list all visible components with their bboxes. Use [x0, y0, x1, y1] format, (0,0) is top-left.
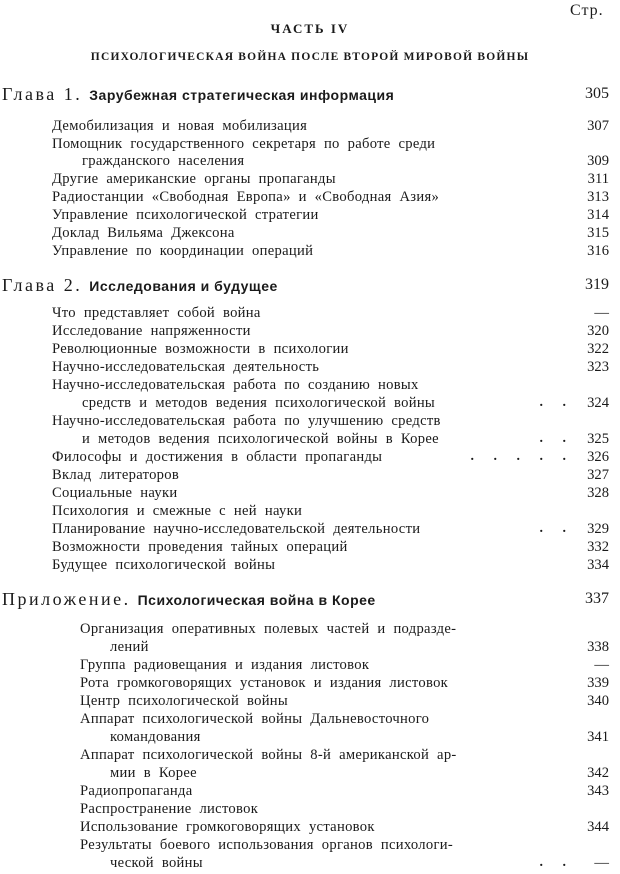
page-number: 332 [587, 539, 609, 555]
entry-text: Центр психологической войны [80, 693, 289, 709]
entry-text: средств и методов ведения психологической войны [82, 395, 436, 411]
toc-entry [0, 746, 620, 766]
toc-entry [0, 117, 620, 137]
page-number: 307 [587, 118, 609, 134]
entry-text: Использование громкоговорящих установок [80, 819, 375, 835]
entry-text: Революционные возможности в психологии [52, 341, 349, 357]
leader-dots: . . [539, 431, 574, 446]
page-number: 341 [587, 729, 609, 745]
chapter-number: Приложение. [2, 589, 138, 609]
toc-entry [0, 340, 620, 360]
entry-text: Результаты боевого использования органов психологи- [80, 837, 454, 853]
page-number: 340 [587, 693, 609, 709]
leader-dots: . . . . . [470, 449, 574, 464]
toc-entry [0, 818, 620, 838]
toc-entry [0, 484, 620, 504]
toc-entry [0, 836, 620, 856]
toc-entry [0, 376, 620, 396]
chapter-name: Исследования и будущее [89, 278, 278, 294]
entry-text: Другие американские органы пропаганды [52, 171, 336, 187]
toc-entry [0, 170, 620, 190]
toc-entry [0, 430, 620, 450]
entry-text: гражданского населения [82, 153, 245, 169]
toc-entry [0, 854, 620, 874]
page-number: 320 [587, 323, 609, 339]
entry-text: Доклад Вильяма Джексона [52, 225, 235, 241]
entry-text: Исследование напряженности [52, 323, 251, 339]
toc-entry [0, 538, 620, 558]
entry-text: Распространение листовок [80, 801, 259, 817]
toc-entry [0, 800, 620, 820]
toc-entry [0, 358, 620, 378]
entry-text: Аппарат психологической войны 8-й американской ар- [80, 747, 457, 763]
entry-text: Будущее психологической войны [52, 557, 276, 573]
entry-text: Аппарат психологической войны Дальневосточного [80, 711, 430, 727]
chapter-number: Глава 2. [2, 275, 90, 295]
toc-entry [0, 764, 620, 784]
entry-text: Что представляет собой война [52, 305, 261, 321]
entry-text: Радиопропаганда [80, 783, 193, 799]
page-number: 305 [585, 85, 609, 102]
chapter-number: Глава 1. [2, 84, 90, 104]
chapter-title [2, 84, 394, 106]
toc-entry [0, 782, 620, 802]
page-number: 313 [587, 189, 609, 205]
entry-text: Научно-исследовательская работа по созданию новых [52, 377, 419, 393]
page-number: 323 [587, 359, 609, 375]
entry-text: командования [110, 729, 201, 745]
toc-entry [0, 412, 620, 432]
page-number: 342 [587, 765, 609, 781]
entry-text: и методов ведения психологической войны в Корее [82, 431, 439, 447]
toc-entry [0, 322, 620, 342]
chapter-name: Психологическая война в Корее [137, 592, 376, 608]
toc-entry [0, 728, 620, 748]
page-number: 319 [585, 276, 609, 293]
page-number: 338 [587, 639, 609, 655]
entry-text: Помощник государственного секретаря по работе среди [52, 136, 436, 152]
chapter-title [2, 589, 376, 611]
page-number: 339 [587, 675, 609, 691]
entry-text: Психология и смежные с ней науки [52, 503, 303, 519]
part-subtitle: ПСИХОЛОГИЧЕСКАЯ ВОЙНА ПОСЛЕ ВТОРОЙ МИРОВОЙ ВОЙНЫ [90, 51, 530, 63]
page-number: 328 [587, 485, 609, 501]
entry-text: Вклад литераторов [52, 467, 180, 483]
entry-text: мии в Корее [110, 765, 197, 781]
page-number: 309 [587, 153, 609, 169]
chapter-title [2, 275, 278, 297]
toc-chapter-heading [0, 275, 620, 295]
toc-entry [0, 152, 620, 172]
toc-entry [0, 394, 620, 414]
page-number: — [594, 657, 609, 673]
toc-entry [0, 520, 620, 540]
page-number: 325 [587, 431, 609, 447]
entry-text: Планирование научно-исследовательской деятельности [52, 521, 421, 537]
page-number: 343 [587, 783, 609, 799]
toc-entry [0, 466, 620, 486]
entry-text: Радиостанции «Свободная Европа» и «Свободная Азия» [52, 189, 440, 205]
entry-text: Рота громкоговорящих установок и издания листовок [80, 675, 449, 691]
toc-entry [0, 556, 620, 576]
page-number: 326 [587, 449, 609, 465]
toc-entry [0, 674, 620, 694]
entry-text: Управление по координации операций [52, 243, 314, 259]
page-column-label: Стр. [570, 2, 604, 19]
toc-entry [0, 448, 620, 468]
entry-text: лений [110, 639, 149, 655]
toc-entry [0, 242, 620, 262]
toc-entry [0, 502, 620, 522]
toc-entry [0, 620, 620, 640]
page-number: 324 [587, 395, 609, 411]
page-number: 316 [587, 243, 609, 259]
entry-text: Философы и достижения в области пропаганды [52, 449, 383, 465]
toc-entry [0, 188, 620, 208]
entry-text: Социальные науки [52, 485, 178, 501]
entry-text: Научно-исследовательская деятельность [52, 359, 320, 375]
page-number: 322 [587, 341, 609, 357]
toc-entry [0, 224, 620, 244]
chapter-name: Зарубежная стратегическая информация [89, 87, 395, 103]
toc-entry [0, 710, 620, 730]
page-number: 334 [587, 557, 609, 573]
page-number: 327 [587, 467, 609, 483]
entry-text: Управление психологической стратегии [52, 207, 319, 223]
part-title: ЧАСТЬ IV [270, 21, 350, 36]
page-number: — [594, 305, 609, 321]
page-number: — [594, 855, 609, 871]
toc-entry [0, 656, 620, 676]
page-number: 329 [587, 521, 609, 537]
leader-dots: . . [539, 521, 574, 536]
entry-text: ческой войны [110, 855, 203, 871]
toc-entry [0, 206, 620, 226]
toc-entry [0, 304, 620, 324]
toc-entry [0, 638, 620, 658]
page-number: 315 [587, 225, 609, 241]
page-number: 337 [585, 590, 609, 607]
toc-chapter-heading [0, 84, 620, 104]
entry-text: Возможности проведения тайных операций [52, 539, 348, 555]
toc-entry [0, 692, 620, 712]
page-number: 314 [587, 207, 609, 223]
entry-text: Научно-исследовательская работа по улучшению средств [52, 413, 441, 429]
leader-dots: . . [539, 395, 574, 410]
entry-text: Демобилизация и новая мобилизация [52, 118, 308, 134]
page-number: 344 [587, 819, 609, 835]
entry-text: Группа радиовещания и издания листовок [80, 657, 370, 673]
entry-text: Организация оперативных полевых частей и подразде- [80, 621, 457, 637]
leader-dots: . . [539, 855, 574, 870]
page-number: 311 [587, 171, 609, 187]
toc-chapter-heading [0, 589, 620, 609]
